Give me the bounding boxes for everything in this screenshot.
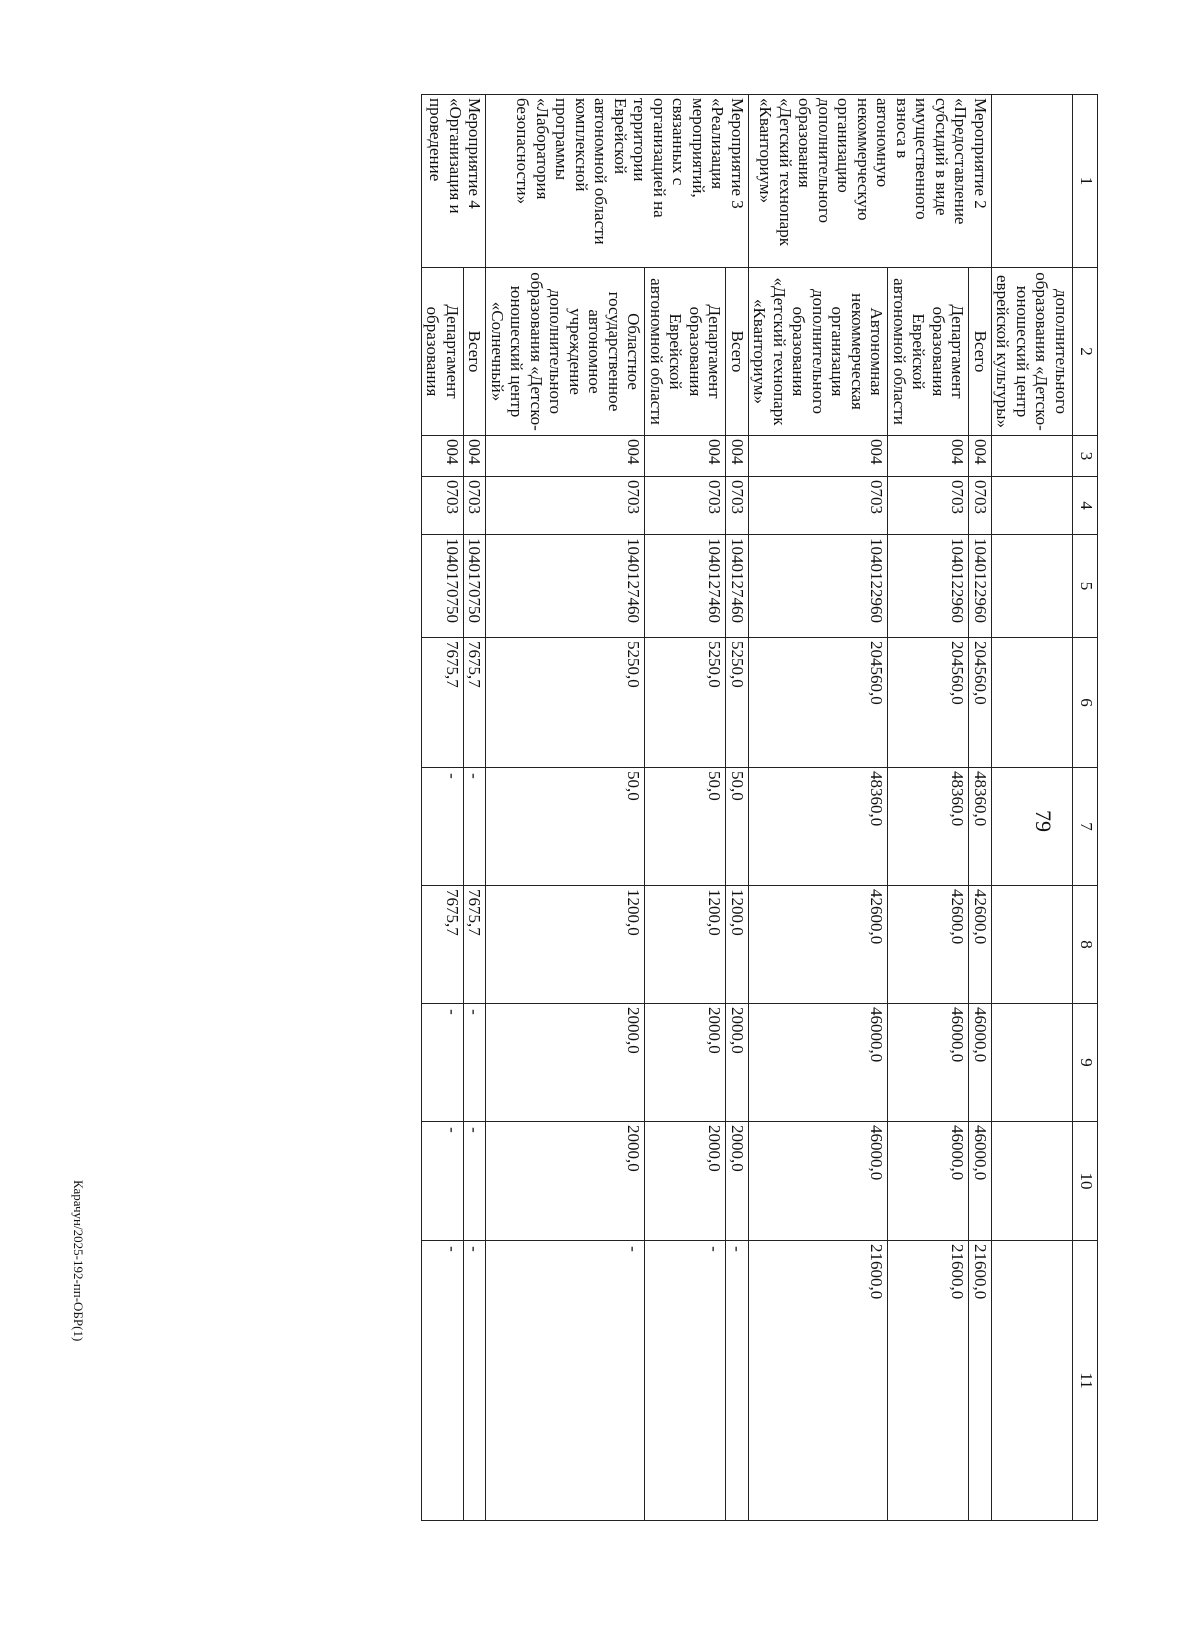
header-cell: 4 <box>1073 477 1098 535</box>
measure-name-line: «Предоставление <box>951 98 971 225</box>
executor-line: «Солнечный» <box>488 301 507 402</box>
cell-value: 204560,0 <box>971 641 990 705</box>
section-code-cell <box>464 477 487 535</box>
section-code-cell <box>726 477 749 535</box>
empty-cell <box>992 886 1073 1004</box>
year-2026-cell <box>486 886 645 1004</box>
cell-value: 0703 <box>443 480 462 514</box>
empty-cell <box>992 1122 1073 1241</box>
cell-value: 0703 <box>948 480 968 514</box>
cell-value: 46000,0 <box>867 1125 887 1181</box>
target-article-cell <box>888 535 969 638</box>
header-cell: 10 <box>1073 1122 1098 1241</box>
cell-value: 42600,0 <box>948 889 968 945</box>
year-2025-cell <box>726 768 749 886</box>
cell-line: еврейской культуры» <box>993 275 1013 428</box>
header-cell: 8 <box>1073 886 1098 1004</box>
year-2025-cell <box>888 768 969 886</box>
target-article-cell <box>464 535 487 638</box>
empty-cell <box>992 1004 1073 1122</box>
measure-name-line: субсидий в виде <box>932 98 951 216</box>
measure-name-line: взноса в <box>893 98 912 159</box>
empty-cell <box>992 1241 1073 1521</box>
executor-line: автономной области <box>890 278 909 425</box>
grbs-code-cell <box>888 436 969 477</box>
grbs-code-cell <box>422 436 464 477</box>
year-2025-cell <box>464 768 487 886</box>
measure-name-line: автономной области <box>591 98 611 245</box>
measure-name-line: территории <box>630 98 650 182</box>
cell-line: образования «Детско- <box>1032 272 1052 431</box>
cell-value: 7675,7 <box>443 641 462 688</box>
cell-value: 004 <box>443 439 462 465</box>
year-2027-cell <box>486 1004 645 1122</box>
target-article-cell <box>486 535 645 638</box>
year-2028-cell <box>486 1122 645 1241</box>
executor-cell <box>486 268 645 436</box>
executor-line: Областное <box>624 313 644 390</box>
measure-name-line: связанных с <box>669 98 689 186</box>
measure-name-cell <box>422 95 487 268</box>
year-2027-cell <box>969 1004 992 1122</box>
cell-value: 1040170750 <box>465 538 485 623</box>
measure-name-line: «Кванториум» <box>756 98 776 204</box>
target-article-cell <box>726 535 749 638</box>
measure-name-line: безопасности» <box>513 98 533 205</box>
cell-value: 46000,0 <box>971 1125 990 1181</box>
year-2028-cell <box>464 1122 487 1241</box>
year-2029-cell <box>888 1241 969 1521</box>
executor-line: юношеский центр <box>507 285 527 418</box>
cell-value: 5250,0 <box>705 641 725 688</box>
measure-name-line: Мероприятие 3 <box>728 98 747 209</box>
executor-line: автономное <box>585 309 605 394</box>
measure-name-line: программы <box>552 98 572 181</box>
year-2025-cell <box>969 768 992 886</box>
target-article-cell <box>645 535 726 638</box>
cell-value: 7675,7 <box>465 889 485 936</box>
cell-value: 1040122960 <box>971 538 990 623</box>
executor-cell <box>422 268 464 436</box>
measure-name-line: мероприятий, <box>689 98 708 198</box>
empty-cell <box>992 477 1073 535</box>
total-amount-cell <box>422 638 464 768</box>
year-2026-cell <box>969 886 992 1004</box>
cell-value: 48360,0 <box>867 771 887 827</box>
measure-name-line: дополнительного <box>815 98 834 224</box>
header-cell: 2 <box>1073 268 1098 436</box>
cell-value: 5250,0 <box>624 641 644 688</box>
year-2029-cell <box>969 1241 992 1521</box>
page-number: 79 <box>1031 810 1056 832</box>
year-2029-cell <box>486 1241 645 1521</box>
cell-value: 7675,7 <box>465 641 485 688</box>
cell-value: - <box>443 1009 462 1015</box>
cell-value: 48360,0 <box>948 771 968 827</box>
budget-table <box>421 94 1098 1521</box>
grbs-code-cell <box>464 436 487 477</box>
cell-value: 50,0 <box>705 771 725 801</box>
header-cell: 3 <box>1073 436 1098 477</box>
cell-value: 0703 <box>465 480 485 514</box>
cell-value: 46000,0 <box>971 1007 990 1063</box>
cell-value: - <box>443 1246 462 1252</box>
year-2028-cell <box>645 1122 726 1241</box>
executor-cell <box>969 268 992 436</box>
cell-value: - <box>443 1127 462 1133</box>
year-2026-cell <box>888 886 969 1004</box>
total-amount-cell <box>888 638 969 768</box>
cell-value: 42600,0 <box>867 889 887 945</box>
grbs-code-cell <box>749 436 889 477</box>
executor-line: образования <box>423 306 443 397</box>
measure-name-line: проведение <box>426 98 446 182</box>
empty-cell <box>992 638 1073 768</box>
cell-value: 0703 <box>867 480 887 514</box>
cell-value: 004 <box>971 439 990 465</box>
grbs-code-cell <box>969 436 992 477</box>
cell-value: 5250,0 <box>728 641 747 688</box>
cell-value: 2000,0 <box>728 1007 747 1054</box>
section-code-cell <box>645 477 726 535</box>
measure-name-line: автономную <box>873 98 893 188</box>
executor-line: организация <box>828 306 848 397</box>
header-cell: 1 <box>1073 95 1098 268</box>
total-amount-cell <box>726 638 749 768</box>
total-amount-cell <box>645 638 726 768</box>
total-amount-cell <box>969 638 992 768</box>
cell-value: 7675,7 <box>443 889 462 936</box>
year-2029-cell <box>464 1241 487 1521</box>
year-2026-cell <box>726 886 749 1004</box>
measure-name-cell <box>749 95 992 268</box>
cell-value: 46000,0 <box>948 1125 968 1181</box>
empty-cell <box>992 436 1073 477</box>
cell-value: 004 <box>705 439 725 465</box>
executor-cell <box>645 268 726 436</box>
table-row <box>422 95 464 1521</box>
grbs-code-cell <box>726 436 749 477</box>
executor-line: некоммерческая <box>848 293 867 410</box>
cell-value: - <box>443 773 462 779</box>
cell-value: 2000,0 <box>705 1007 725 1054</box>
year-2028-cell <box>969 1122 992 1241</box>
cell-value: 1040170750 <box>443 538 462 623</box>
measure-name-line: «Детский технопарк <box>776 98 795 246</box>
section-code-cell <box>969 477 992 535</box>
measure-name-line: имущественного <box>912 98 932 220</box>
cell-value: 48360,0 <box>971 771 990 827</box>
cell-value: 004 <box>624 439 644 465</box>
continuation-executor-cell <box>992 268 1073 436</box>
empty-cell <box>992 768 1073 886</box>
executor-line: Всего <box>465 330 485 373</box>
cell-value: 1040127460 <box>624 538 644 623</box>
total-amount-cell <box>464 638 487 768</box>
measure-name-line: образования <box>795 98 815 188</box>
year-2025-cell <box>422 768 464 886</box>
cell-value: 004 <box>948 439 968 465</box>
measure-name-line: комплексной <box>572 98 591 192</box>
table-body <box>422 95 1098 1521</box>
year-2027-cell <box>749 1004 889 1122</box>
cell-value: 1040122960 <box>948 538 968 623</box>
total-amount-cell <box>749 638 889 768</box>
cell-value: 1040122960 <box>867 538 887 623</box>
executor-cell <box>749 268 889 436</box>
empty-cell <box>992 535 1073 638</box>
year-2028-cell <box>422 1122 464 1241</box>
year-2025-cell <box>486 768 645 886</box>
year-2029-cell <box>749 1241 889 1521</box>
year-2028-cell <box>726 1122 749 1241</box>
executor-cell <box>464 268 487 436</box>
executor-line: образования <box>789 306 809 397</box>
year-2029-cell <box>645 1241 726 1521</box>
year-2027-cell <box>645 1004 726 1122</box>
executor-line: учреждение <box>566 308 585 395</box>
executor-line: Всего <box>728 330 747 373</box>
executor-line: «Кванториум» <box>750 298 770 405</box>
measure-name-line: Еврейской <box>611 98 630 175</box>
table-row <box>969 95 992 1521</box>
executor-line: Департамент <box>443 304 462 399</box>
cell-value: 46000,0 <box>948 1007 968 1063</box>
executor-cell <box>726 268 749 436</box>
cell-value: - <box>465 1246 485 1252</box>
measure-name-line: Мероприятие 2 <box>971 98 990 209</box>
measure-name-line: организацию <box>834 98 854 193</box>
cell-value: 2000,0 <box>624 1125 644 1172</box>
table-row <box>645 95 726 1521</box>
section-code-cell <box>486 477 645 535</box>
measure-name-line: «Реализация <box>708 98 728 190</box>
cell-value: - <box>465 773 485 779</box>
executor-line: Департамент <box>948 304 968 399</box>
grbs-code-cell <box>486 436 645 477</box>
cell-value: - <box>465 1009 485 1015</box>
cell-value: 21600,0 <box>971 1244 990 1300</box>
cell-value: 204560,0 <box>867 641 887 705</box>
cell-value: 004 <box>867 439 887 465</box>
measure-name-line: организацией на <box>650 98 669 218</box>
year-2027-cell <box>726 1004 749 1122</box>
measure-name-line: некоммерческую <box>854 98 873 221</box>
year-2027-cell <box>422 1004 464 1122</box>
cell-value: 1040127460 <box>705 538 725 623</box>
cell-value: 46000,0 <box>867 1007 887 1063</box>
executor-line: дополнительного <box>546 288 566 415</box>
executor-line: образования <box>929 306 948 397</box>
cell-value: 0703 <box>705 480 725 514</box>
section-code-cell <box>422 477 464 535</box>
measure-name-line: «Организация и <box>446 98 465 214</box>
header-cell: 9 <box>1073 1004 1098 1122</box>
header-cell: 5 <box>1073 535 1098 638</box>
continuation-measure-cell <box>992 95 1073 268</box>
year-2025-cell <box>749 768 889 886</box>
section-code-cell <box>888 477 969 535</box>
executor-line: государственное <box>605 291 624 412</box>
executor-line: автономной области <box>647 278 666 425</box>
year-2026-cell <box>422 886 464 1004</box>
table-row <box>726 95 749 1521</box>
cell-value: 50,0 <box>728 771 747 801</box>
cell-value: 0703 <box>624 480 644 514</box>
header-cell: 7 <box>1073 768 1098 886</box>
executor-line: Департамент <box>705 304 725 399</box>
cell-value: - <box>728 1246 747 1252</box>
cell-value: 1200,0 <box>624 889 644 936</box>
cell-value: 1040127460 <box>728 538 747 623</box>
cell-value: 2000,0 <box>624 1007 644 1054</box>
executor-cell <box>888 268 969 436</box>
executor-line: Еврейской <box>909 313 929 390</box>
year-2026-cell <box>464 886 487 1004</box>
continuation-row <box>992 95 1073 1521</box>
cell-line: дополнительного <box>1052 288 1071 415</box>
header-cell: 11 <box>1073 1241 1098 1521</box>
table-row <box>486 95 645 1521</box>
year-2026-cell <box>749 886 889 1004</box>
executor-line: «Детский технопарк <box>770 277 789 426</box>
executor-line: Автономная <box>867 307 887 396</box>
measure-name-line: Мероприятие 4 <box>465 98 485 209</box>
total-amount-cell <box>486 638 645 768</box>
cell-value: 2000,0 <box>728 1125 747 1172</box>
executor-line: образования «Детско- <box>527 272 546 431</box>
executor-line: дополнительного <box>809 288 828 415</box>
cell-value: 42600,0 <box>971 889 990 945</box>
cell-value: - <box>465 1127 485 1133</box>
cell-value: 004 <box>465 439 485 465</box>
executor-line: образования <box>686 306 705 397</box>
cell-value: 1200,0 <box>728 889 747 936</box>
cell-value: 004 <box>728 439 747 465</box>
year-2027-cell <box>464 1004 487 1122</box>
measure-name-cell <box>486 95 749 268</box>
target-article-cell <box>969 535 992 638</box>
cell-line: юношеский центр <box>1013 285 1032 418</box>
executor-line: Всего <box>971 330 990 373</box>
cell-value: 21600,0 <box>867 1244 887 1300</box>
header-cell: 6 <box>1073 638 1098 768</box>
table-row <box>749 95 889 1521</box>
target-article-cell <box>422 535 464 638</box>
year-2029-cell <box>422 1241 464 1521</box>
table-row <box>464 95 487 1521</box>
section-code-cell <box>749 477 889 535</box>
year-2028-cell <box>888 1122 969 1241</box>
cell-value: 2000,0 <box>705 1125 725 1172</box>
year-2026-cell <box>645 886 726 1004</box>
table-row <box>888 95 969 1521</box>
document-code: Карачун/2025-192-пп-ОБР(1) <box>71 1180 86 1342</box>
cell-value: 204560,0 <box>948 641 968 705</box>
cell-value: - <box>624 1246 644 1252</box>
year-2029-cell <box>726 1241 749 1521</box>
cell-value: 50,0 <box>624 771 644 801</box>
year-2028-cell <box>749 1122 889 1241</box>
measure-name-line: «Лаборатория <box>533 98 552 200</box>
cell-value: 21600,0 <box>948 1244 968 1300</box>
year-2025-cell <box>645 768 726 886</box>
grbs-code-cell <box>645 436 726 477</box>
cell-value: 0703 <box>728 480 747 514</box>
cell-value: - <box>705 1246 725 1252</box>
table-header-row <box>1073 95 1098 1521</box>
cell-value: 0703 <box>971 480 990 514</box>
executor-line: Еврейской <box>666 313 686 390</box>
target-article-cell <box>749 535 889 638</box>
year-2027-cell <box>888 1004 969 1122</box>
cell-value: 1200,0 <box>705 889 725 936</box>
